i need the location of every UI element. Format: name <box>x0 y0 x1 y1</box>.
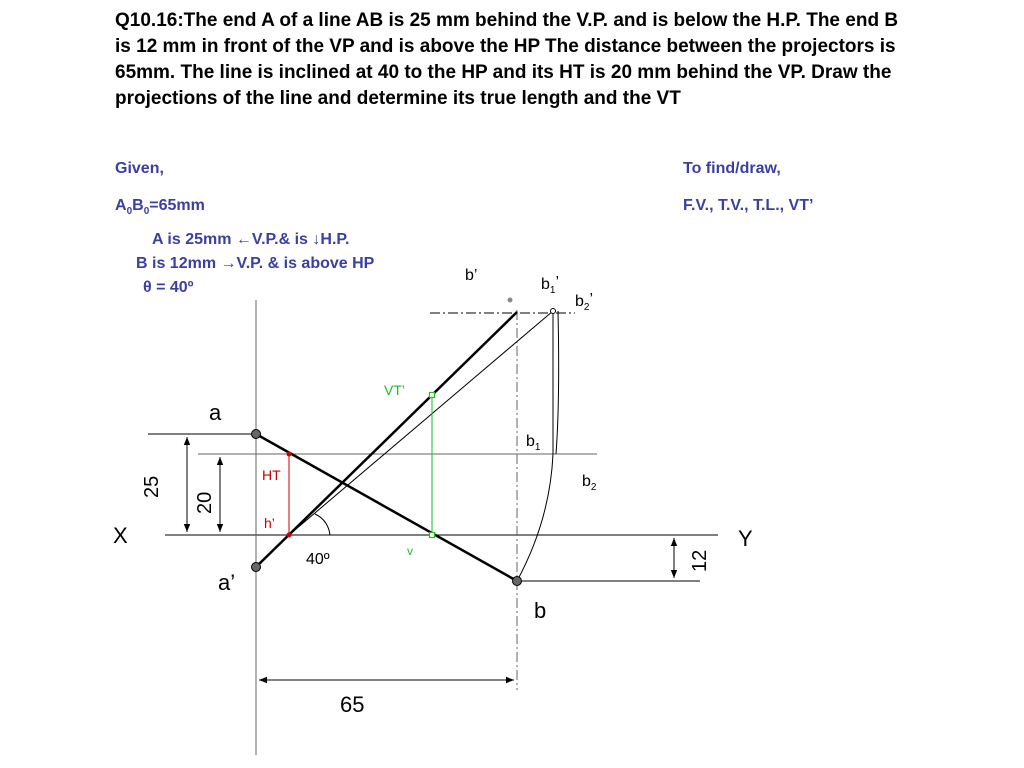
arc-b-to-b2 <box>517 454 553 581</box>
given-b-position: B is 12mm →V.P. & is above HP <box>136 255 375 272</box>
label-a-prime: a’ <box>218 570 236 595</box>
label-b1-prime: $b_1$’ <box>541 274 560 296</box>
arc-b1-prime <box>556 311 559 454</box>
label-y: Y <box>738 526 753 551</box>
label-b2-prime: $b_2$’ <box>575 291 594 313</box>
given-a-position: A is 25mm ←V.P.& is ↓H.P. <box>152 231 350 248</box>
to-find-heading: To find/draw, <box>683 160 781 177</box>
given-theta: θ = 40º <box>143 279 194 296</box>
label-v: v <box>407 544 413 558</box>
label-x: X <box>113 523 128 548</box>
vt-point <box>430 393 435 398</box>
label-b1: $b_1$ <box>526 433 541 453</box>
ht-point <box>287 452 292 457</box>
label-b-prime: b’ <box>465 267 478 284</box>
given-projector-distance: $A_0B_0=65mm$ <box>115 197 205 218</box>
label-a: a <box>209 400 222 425</box>
given-heading: Given, <box>115 160 164 177</box>
dim-label-12: 12 <box>689 549 711 572</box>
h-prime-point <box>287 533 292 538</box>
top-view-ab <box>256 434 517 581</box>
point-a-prime <box>252 563 261 572</box>
front-view-a-b-prime <box>256 312 517 567</box>
point-b <box>513 577 522 586</box>
dim-label-25: 25 <box>141 475 163 498</box>
label-b2: $b_2$ <box>582 473 597 493</box>
label-vt-prime: VT’ <box>384 382 405 398</box>
point-b1-prime <box>551 309 556 314</box>
angle-arc <box>315 514 330 535</box>
to-find-items: F.V., T.V., T.L., VT’ <box>683 197 814 214</box>
question-text: Q10.16:The end A of a line AB is 25 mm behind the V.P. and is below the H.P. The end B is 12 mm in front of the VP and is above the HP The distance between the projectors is 65mm. The line is inclined at 40 to the HP and its HT is 20 mm behind the VP. Draw the projections of the line and determine its true length and the VT <box>115 10 899 109</box>
label-h-prime: h’ <box>264 515 275 531</box>
dim-label-20: 20 <box>194 491 216 514</box>
point-a <box>252 430 261 439</box>
label-ht: HT <box>262 467 281 483</box>
label-b: b <box>534 598 547 623</box>
true-length-line <box>289 311 553 535</box>
point-b-prime-marker <box>508 298 513 303</box>
label-angle: 40º <box>306 551 330 568</box>
dim-label-65: 65 <box>340 692 365 717</box>
v-point <box>430 533 435 538</box>
